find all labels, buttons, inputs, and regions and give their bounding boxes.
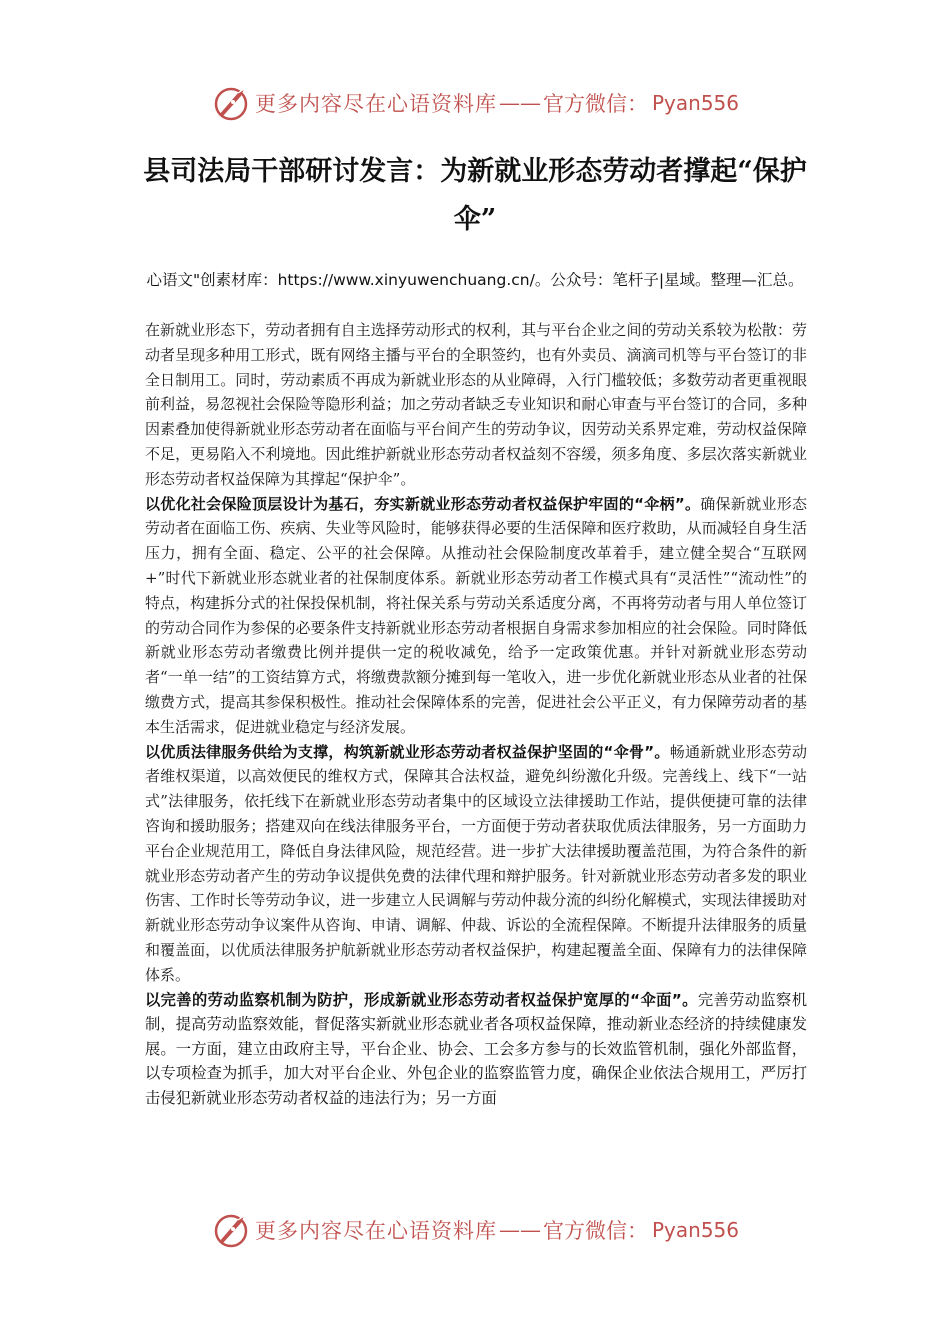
section-1-paragraph xyxy=(145,492,807,740)
section-1-body: 确保新就业形态劳动者在面临工伤、疾病、失业等风险时，能够获得必要的生活保障和医疗救助，从而减轻自身生活压力，拥有全面、稳定、公平的社会保障。从推动社会保险制度改革着手，建立健全契合“互联网+”时代下新就业形态就业者的社保制度体系。新就业形态劳动者工作模式具有“灵活性”“流动性”的特点，构建拆分式的社保投保机制，将社保关系与劳动关系适度分离，不再将劳动者与用人单位签订的劳动合同作为参保的必要条件支持新就业形态劳动者根据自身需求参加相应的社会保险。同时降低新就业形态劳动者缴费比例并提供一定的税收减免，给予一定政策优惠。并针对新就业形态劳动者“一单一结”的工资结算方式，将缴费款额分摊到每一笔收入，进一步优化新就业形态从业者的社保缴费方式，提高其参保积极性。推动社会保障体系的完善，促进社会公平正义，有力保障劳动者的基本生活需求，促进就业稳定与经济发展。 xyxy=(145,494,807,736)
banner-separator: —— xyxy=(498,91,541,115)
banner-separator: —— xyxy=(498,1218,541,1242)
document-body xyxy=(145,318,807,1110)
section-3-body: 完善劳动监察机制，提高劳动监察效能，督促落实新就业形态就业者各项权益保障，推动新业态经济的持续健康发展。一方面，建立由政府主导，平台企业、协会、工会多方参与的长效监管机制，强化外部监督，以专项检查为抓手，加大对平台企业、外包企业的监察监管力度，确保企业依法合规用工，严厉打击侵犯新就业形态劳动者权益的违法行为；另一方面 xyxy=(145,990,807,1107)
section-1-heading: 以优化社会保险顶层设计为基石，夯实新就业形态劳动者权益保护牢固的“伞柄”。 xyxy=(145,494,701,513)
footer-banner xyxy=(0,1209,950,1251)
intro-paragraph: 在新就业形态下，劳动者拥有自主选择劳动形式的权利，其与平台企业之间的劳动关系较为松散：劳动者呈现多种用工形式，既有网络主播与平台的全职签约，也有外卖员、滴滴司机等与平台签订的非全日制用工。同时，劳动素质不再成为新就业形态的从业障碍，入行门槛较低；多数劳动者更重视眼前利益，易忽视社会保险等隐形利益；加之劳动者缺乏专业知识和耐心审查与平台签订的合同，多种因素叠加使得新就业形态劳动者在面临与平台间产生的劳动争议，因劳动关系界定难，劳动权益保障不足，更易陷入不利境地。因此维护新就业形态劳动者权益刻不容缓，须多角度、多层次落实新就业形态劳动者权益保障为其撑起“保护伞”。 xyxy=(145,321,807,488)
banner-official-label: 官方微信： xyxy=(542,1219,648,1243)
header-banner xyxy=(0,82,950,124)
source-line: 心语文"创素材库：https://www.xinyuwenchuang.cn/。公众号：笔杆子|星域。整理—汇总。 xyxy=(146,271,804,289)
section-3-heading: 以完善的劳动监察机制为防护，形成新就业形态劳动者权益保护宽厚的“伞面”。 xyxy=(145,990,698,1009)
banner-slogan: 更多内容尽在心语资料库 xyxy=(254,92,497,116)
banner-official-label: 官方微信： xyxy=(542,92,648,116)
section-2-body: 畅通新就业形态劳动者维权渠道，以高效便民的维权方式，保障其合法权益，避免纠纷激化升级。完善线上、线下“一站式”法律服务，依托线下在新就业形态劳动者集中的区域设立法律援助工作站，提供便捷可靠的法律咨询和援助服务；搭建双向在线法律服务平台，一方面便于劳动者获取优质法律服务，另一方面助力平台企业规范用工，降低自身法律风险，规范经营。进一步扩大法律援助覆盖范围，为符合条件的新就业形态劳动者产生的劳动争议提供免费的法律代理和辩护服务。针对新就业形态劳动者多发的职业伤害、工作时长等劳动争议，进一步建立人民调解与劳动仲裁分流的纠纷化解模式，实现法律援助对新就业形态劳动争议案件从咨询、申请、调解、仲裁、诉讼的全流程保障。不断提升法律服务的质量和覆盖面，以优质法律服务护航新就业形态劳动者权益保护，构建起覆盖全面、保障有力的法律保障体系。 xyxy=(145,742,807,984)
banner-wechat-id: Pyan556 xyxy=(651,1218,739,1242)
section-2-heading: 以优质法律服务供给为支撑，构筑新就业形态劳动者权益保护坚固的“伞骨”。 xyxy=(145,742,670,761)
pen-nib-logo-icon xyxy=(211,1210,251,1250)
banner-slogan: 更多内容尽在心语资料库 xyxy=(254,1219,497,1243)
document-title: 县司法局干部研讨发言：为新就业形态劳动者撑起“保护伞” xyxy=(143,156,807,235)
pen-nib-logo-icon xyxy=(211,83,251,123)
section-2-paragraph xyxy=(145,740,807,988)
banner-wechat-id: Pyan556 xyxy=(651,91,739,115)
section-3-paragraph xyxy=(145,988,807,1111)
